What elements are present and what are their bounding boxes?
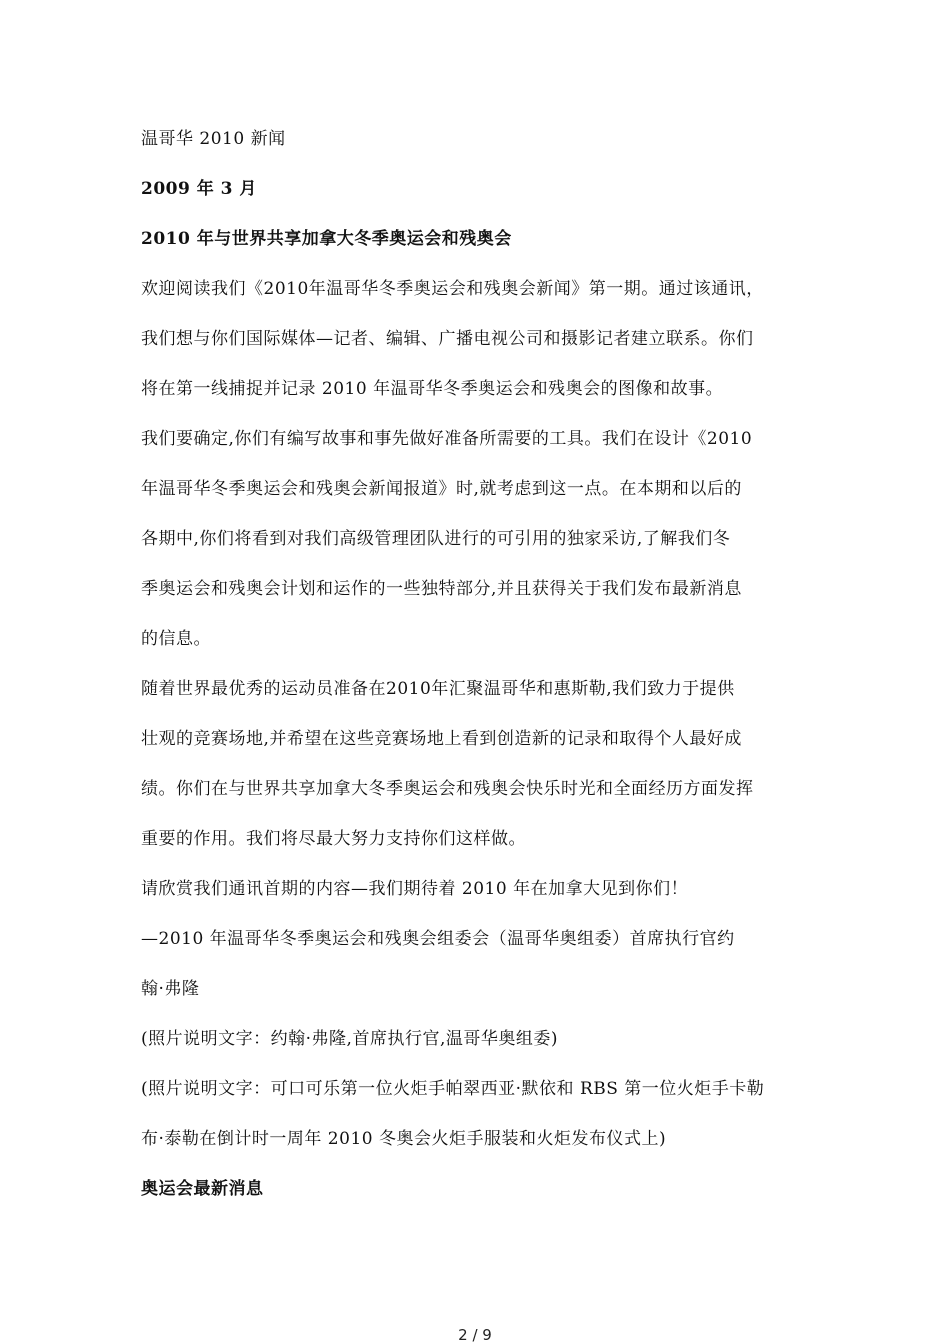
paragraph-line: 重要的作用。我们将尽最大努力支持你们这样做。 — [141, 829, 526, 849]
paragraph-line: 年温哥华冬季奥运会和残奥会新闻报道》时,就考虑到这一点。在本期和以后的 — [141, 479, 742, 499]
paragraph-line: 布·泰勒在倒计时一周年 2010 冬奥会火炬手服装和火炬发布仪式上) — [141, 1129, 667, 1149]
paragraph-line: —2010 年温哥华冬季奥运会和残奥会组委会（温哥华奥组委）首席执行官约 — [141, 929, 735, 949]
paragraph-enjoy — [141, 874, 821, 904]
paragraph-athletes — [141, 674, 821, 854]
paragraph-line: 季奥运会和残奥会计划和运作的一些独特部分,并且获得关于我们发布最新消息 — [141, 579, 742, 599]
paragraph-line: 壮观的竞赛场地,并希望在这些竞赛场地上看到创造新的记录和取得个人最好成 — [141, 729, 742, 749]
paragraph-line: (照片说明文字：可口可乐第一位火炬手帕翠西亚·默依和 RBS 第一位火炬手卡勒 — [141, 1079, 765, 1099]
paragraph-line: 翰·弗隆 — [141, 979, 200, 999]
paragraph-line: 请欣赏我们通讯首期的内容—我们期待着 2010 年在加拿大见到你们！ — [141, 879, 689, 899]
paragraph-tools — [141, 424, 821, 654]
paragraph-line: 欢迎阅读我们《2010年温哥华冬季奥运会和残奥会新闻》第一期。通过该通讯， — [141, 279, 764, 299]
paragraph-signature — [141, 924, 821, 1004]
document-page — [141, 124, 821, 1204]
paragraph-line: 绩。你们在与世界共享加拿大冬季奥运会和残奥会快乐时光和全面经历方面发挥 — [141, 779, 754, 799]
paragraph-line: (照片说明文字：约翰·弗隆,首席执行官,温哥华奥组委) — [141, 1029, 558, 1049]
paragraph-line: 将在第一线捕捉并记录 2010 年温哥华冬季奥运会和残奥会的图像和故事。 — [141, 379, 724, 399]
paragraph-welcome — [141, 274, 821, 404]
photo-caption-torchbearers — [141, 1074, 821, 1154]
paragraph-line: 各期中,你们将看到对我们高级管理团队进行的可引用的独家采访,了解我们冬 — [141, 529, 731, 549]
photo-caption-furlong — [141, 1024, 821, 1054]
paragraph-line: 的信息。 — [141, 629, 211, 649]
document-header: 温哥华 2010 新闻 — [141, 129, 286, 149]
paragraph-line: 我们想与你们国际媒体—记者、编辑、广播电视公司和摄影记者建立联系。你们 — [141, 329, 754, 349]
paragraph-line: 我们要确定,你们有编写故事和事先做好准备所需要的工具。我们在设计《2010 — [141, 429, 753, 449]
page-number: 2 / 9 — [458, 1326, 492, 1344]
document-date: 2009 年 3 月 — [141, 179, 257, 199]
section-heading: 奥运会最新消息 — [141, 1179, 264, 1199]
paragraph-line: 随着世界最优秀的运动员准备在2010年汇聚温哥华和惠斯勒,我们致力于提供 — [141, 679, 735, 699]
document-title: 2010 年与世界共享加拿大冬季奥运会和残奥会 — [141, 229, 512, 249]
